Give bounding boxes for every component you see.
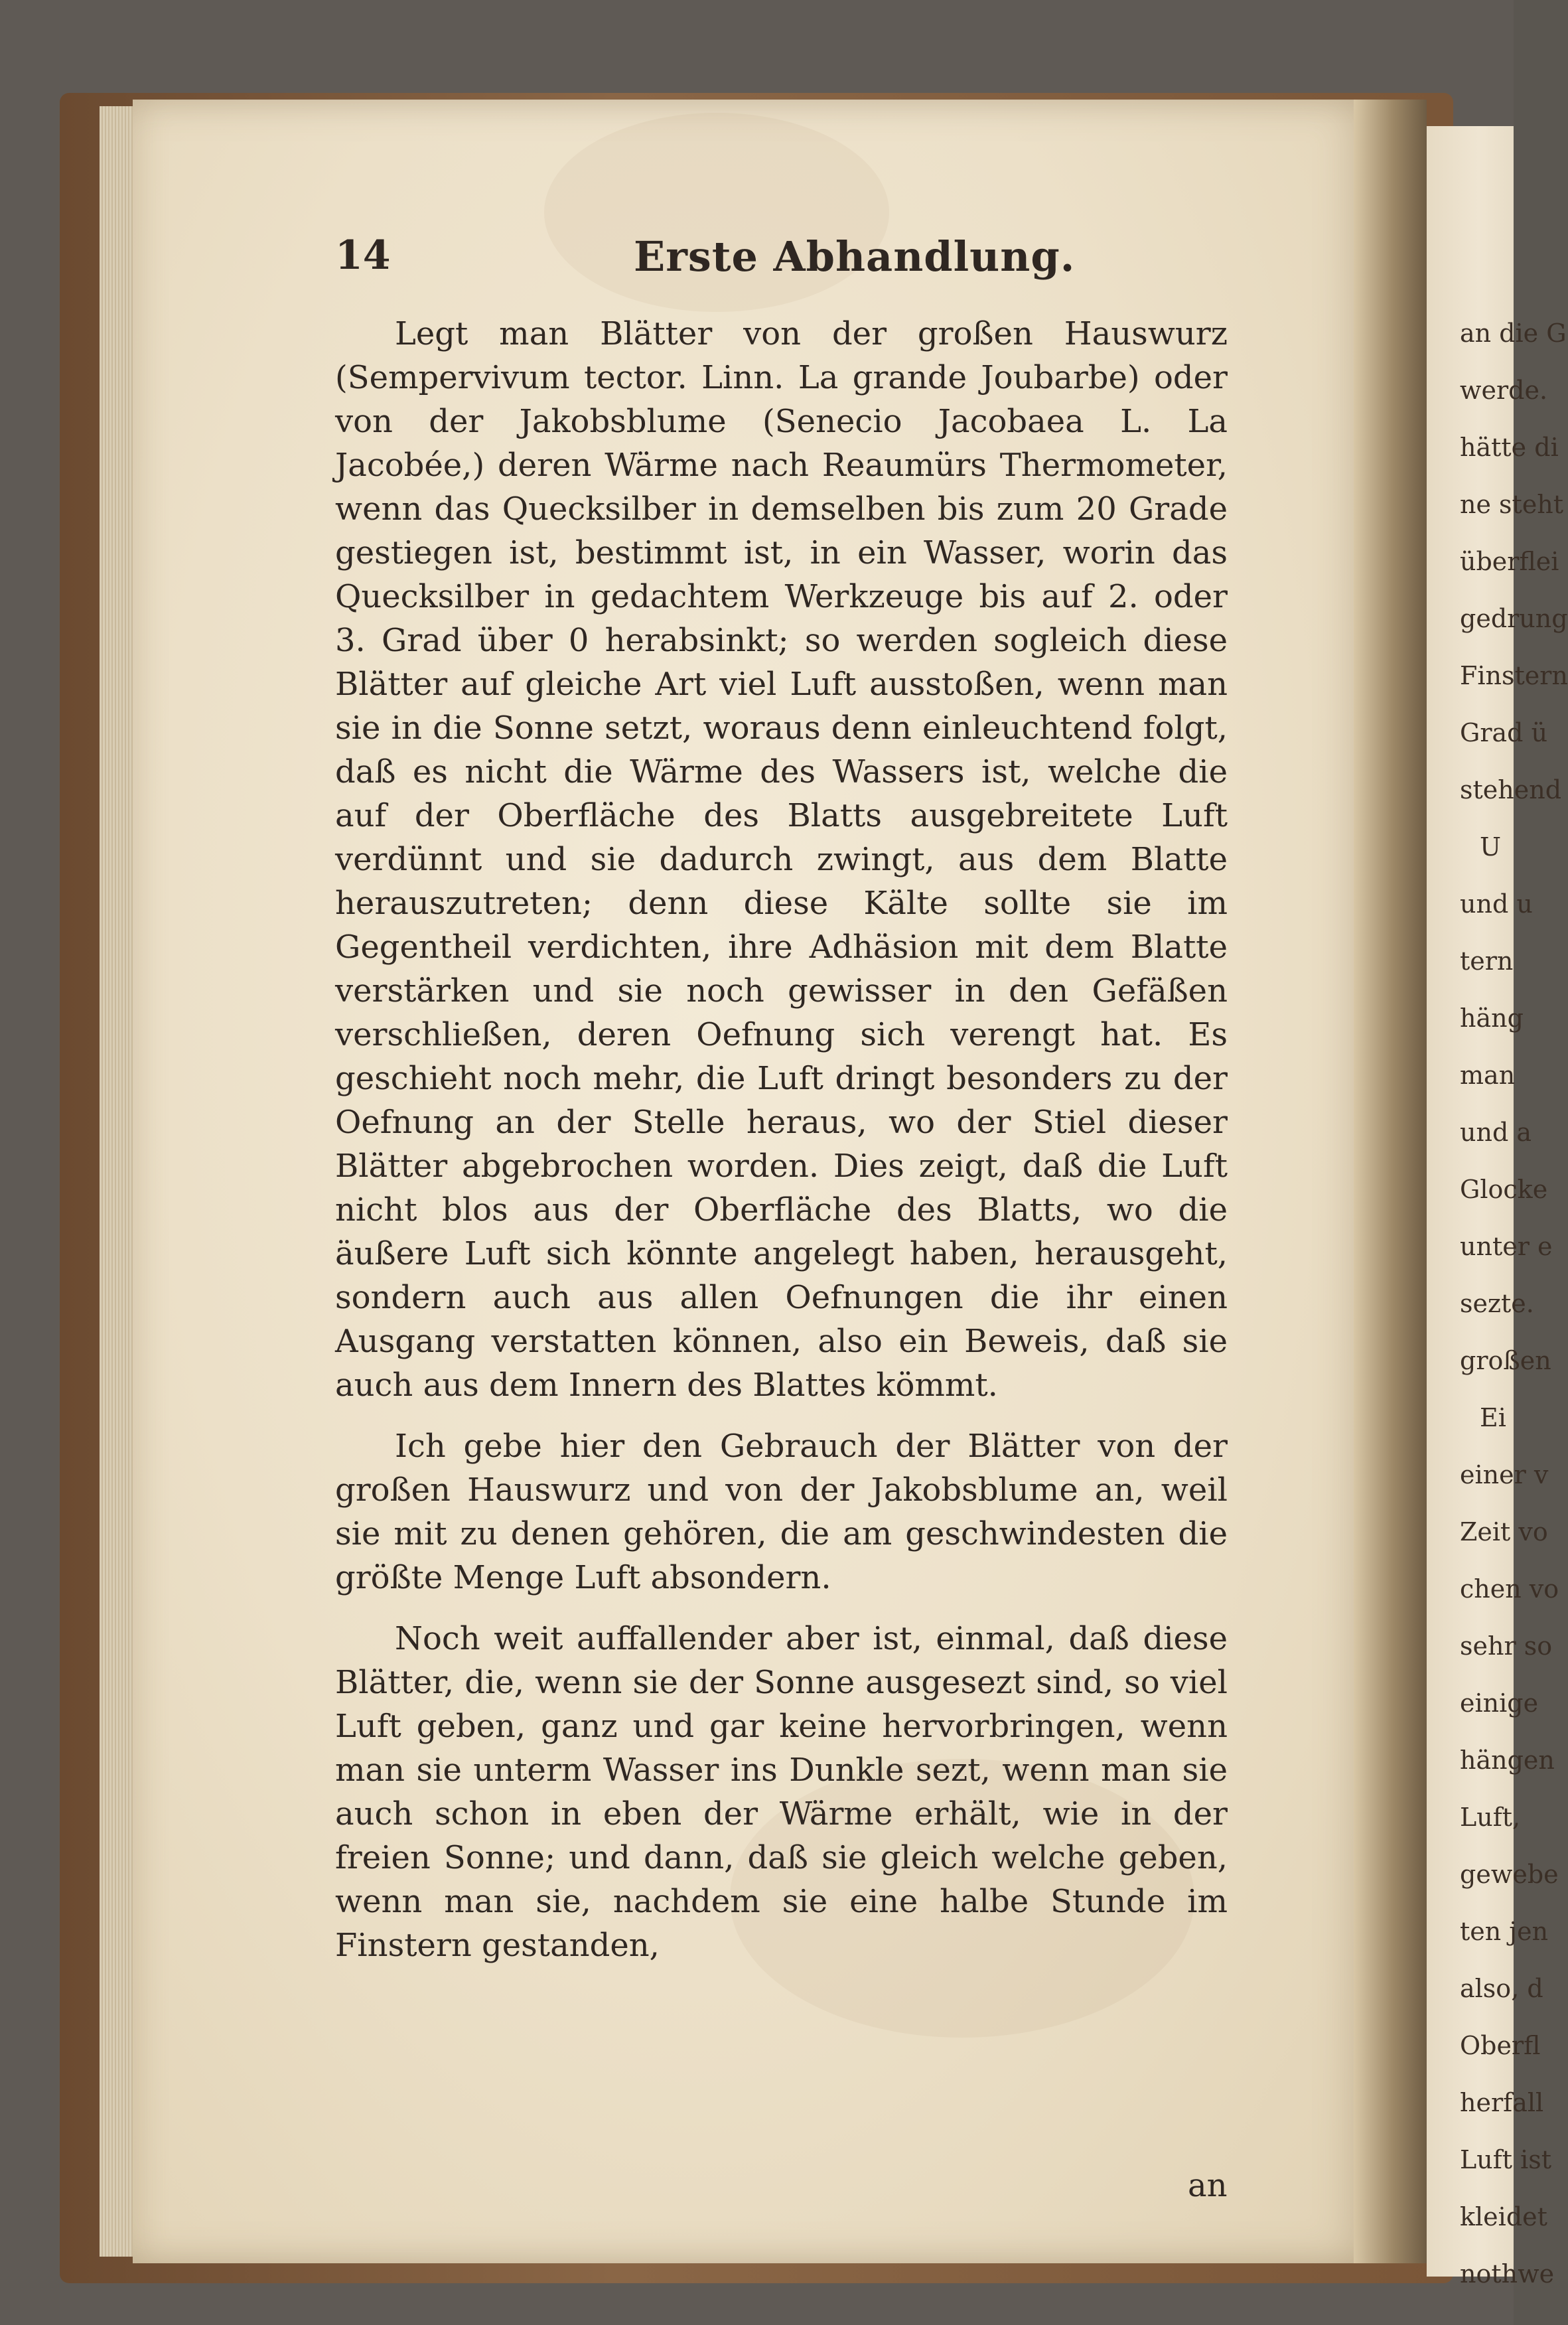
facing-page-line: und a xyxy=(1460,1118,1532,1147)
facing-page-line: Luft, xyxy=(1460,1803,1521,1832)
facing-page-line: Finstern xyxy=(1460,661,1568,690)
page-header xyxy=(335,232,1228,285)
facing-page-line: sehr so xyxy=(1460,1631,1553,1661)
facing-page-line: man xyxy=(1460,1061,1516,1090)
facing-page-line: großen xyxy=(1460,1346,1551,1375)
facing-page-line: einige xyxy=(1460,1688,1539,1718)
facing-page-line: chen vo xyxy=(1460,1574,1559,1604)
facing-page-line: unter e xyxy=(1460,1232,1553,1261)
book-gutter xyxy=(1354,100,1427,2263)
page-number: 14 xyxy=(335,232,391,279)
facing-page-line: häng xyxy=(1460,1004,1524,1033)
facing-page-line: Ei xyxy=(1480,1403,1506,1432)
facing-page-line: gedrung xyxy=(1460,604,1568,633)
facing-page-line: Zeit vo xyxy=(1460,1517,1548,1546)
facing-page-line: an die G xyxy=(1460,319,1567,348)
facing-page-line: ne steht xyxy=(1460,490,1564,519)
page-body xyxy=(335,312,1228,1985)
paragraph: Ich gebe hier den Gebrauch der Blätter von der großen Hauswurz und von der Jakobsblume an, weil sie mit zu denen gehören, die am geschwindesten die größte Menge Luft absondern. xyxy=(335,1428,1228,1596)
facing-page-line: und u xyxy=(1460,889,1533,919)
facing-page-line: ten jen xyxy=(1460,1917,1549,1946)
paragraph: Noch weit auffallender aber ist, einmal, daß diese Blätter, die, wenn sie der Sonne ausgesezt sind, so viel Luft geben, ganz und gar keine hervorbringen, wenn man sie unterm Wasser ins Dunkle sezt, wenn man sie auch schon in eben der Wärme erhält, wie in der freien Sonne; und dann, daß sie gleich welche geben, wenn man sie, nachdem sie eine halbe Stunde im Finstern gestanden, xyxy=(335,1620,1228,1964)
facing-page-line: sezte. xyxy=(1460,1289,1534,1318)
facing-page-line: also, d xyxy=(1460,1974,1543,2003)
facing-page-line: überflei xyxy=(1460,547,1559,576)
facing-page-line: herfall xyxy=(1460,2088,1544,2117)
facing-page-line: einer v xyxy=(1460,1460,1549,1489)
facing-page-line: hängen xyxy=(1460,1746,1555,1775)
facing-page-line: gewebe xyxy=(1460,1860,1559,1889)
facing-page-line: Grad ü xyxy=(1460,718,1548,747)
facing-page-line: werde. xyxy=(1460,376,1548,405)
facing-page-line: kleidet xyxy=(1460,2202,1547,2231)
facing-page-line: tern xyxy=(1460,946,1514,976)
facing-page-line: Glocke xyxy=(1460,1175,1548,1204)
facing-page-line: Luft ist xyxy=(1460,2145,1552,2174)
paragraph: Legt man Blätter von der großen Hauswurz (Sempervivum tector. Linn. La grande Joubarbe) oder von der Jakobsblume (Senecio Jacobaea L. La Jacobée,) deren Wärme nach Reaumürs Thermometer, wenn das Quecksilber in demselben bis zum 20 Grade gestiegen ist, bestimmt ist, in ein Wasser, worin das Quecksilber in gedachtem Werkzeuge bis auf 2. oder 3. Grad über 0 herabsinkt; so werden sogleich diese Blätter auf gleiche Art viel Luft ausstoßen, wenn man sie in die Sonne setzt, woraus denn einleuchtend folgt, daß es nicht die Wärme des Wassers ist, welche die auf der Oberfläche des Blatts ausgebreitete Luft verdünnt und sie dadurch zwingt, aus dem Blatte herauszutreten; denn diese Kälte sollte sie im Gegentheil verdichten, ihre Adhäsion mit dem Blatte verstärken und sie noch gewisser in den Gefäßen verschließen, deren Oefnung sich verengt hat. Es geschieht noch mehr, die Luft dringt besonders zu der Oefnung an der Stelle heraus, wo der Stiel dieser Blätter abgebrochen worden. Dies zeigt, daß die Luft nicht blos aus der Oberfläche des Blatts, wo die äußere Luft sich könnte angelegt haben, herausgeht, sondern auch aus allen Oefnungen die ihr einen Ausgang verstatten können, also ein Beweis, daß sie auch aus dem Innern des Blattes kömmt. xyxy=(335,315,1228,1404)
facing-page-line: stehend xyxy=(1460,775,1562,804)
facing-page-line: U xyxy=(1480,832,1502,862)
facing-page-line: Oberfl xyxy=(1460,2031,1541,2060)
facing-page-line: hätte di xyxy=(1460,433,1559,462)
catchword: an xyxy=(1188,2167,1228,2204)
running-title: Erste Abhandlung. xyxy=(634,232,1076,281)
right-page-edge xyxy=(1427,126,1568,2288)
facing-page-line: nothwe xyxy=(1460,2259,1555,2288)
